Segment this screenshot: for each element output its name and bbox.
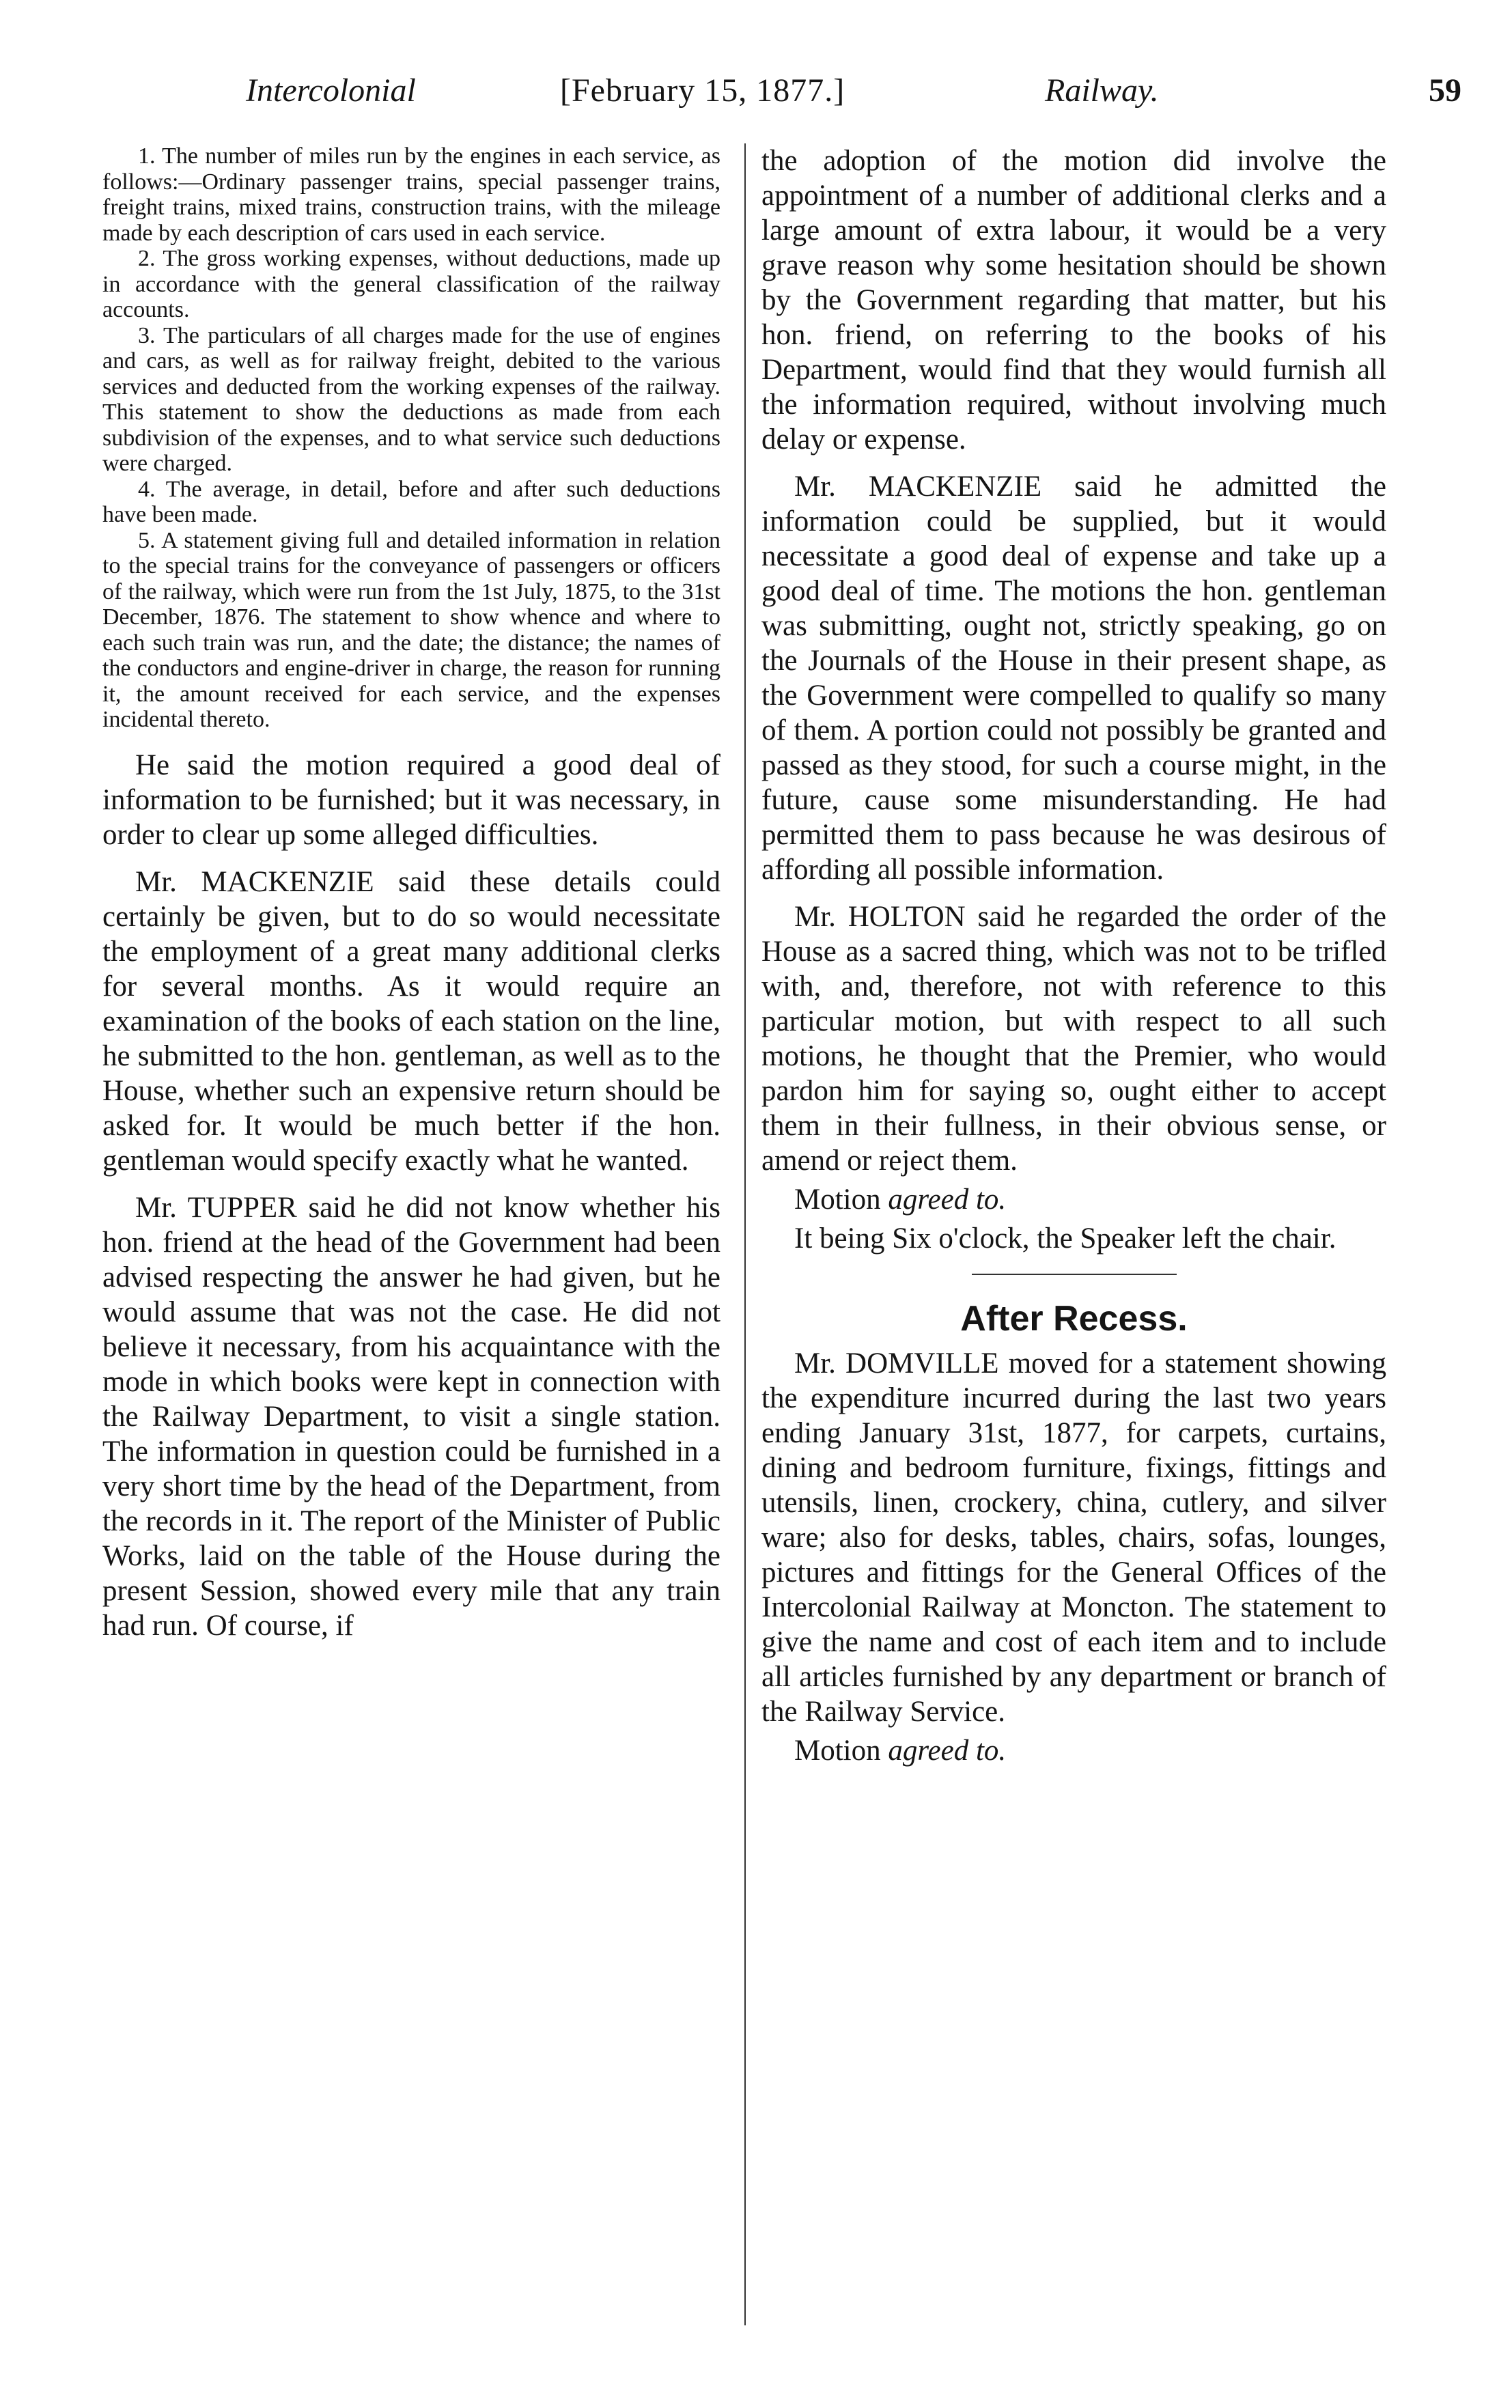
- motion-label: Motion: [794, 1735, 888, 1767]
- motion-item: 2. The gross working expenses, without deductions, made up in accordance with the general classification of the railway accounts.: [102, 246, 720, 322]
- paragraph: Mr. TUPPER said he did not know whether his hon. friend at the head of the Government had been advised respecting the answer he had given, but he would assume that was not the case. He did not believe it necessary, from his acquaintance with the mode in which books were kept in connection with the Railway Department, to visit a single station. The information in question could be furnished in a very short time by the head of the Department, from the records in it. The report of the Minister of Public Works, laid on the table of the House during the present Session, showed every mile that any train had run. Of course, if: [102, 1191, 720, 1642]
- header-date: [February 15, 1877.]: [560, 72, 845, 109]
- left-column: [102, 143, 720, 1655]
- section-heading: After Recess.: [960, 1299, 1188, 1339]
- section-divider: [972, 1274, 1177, 1275]
- paragraph: Mr. DOMVILLE moved for a statement showing the expenditure incurred during the last two years ending January 31st, 1877, for carpets, curtains, dining and bedroom furniture, fixings, fittings and utensils, linen, crockery, china, cutlery, and silver ware; also for desks, tables, chairs, sofas, lounges, pictures and fittings for the General Offices of the Intercolonial Railway at Moncton. The statement to give the name and cost of each item and to include all articles furnished by any department or branch of the Railway Service.: [761, 1347, 1386, 1728]
- motion-item: 4. The average, in detail, before and after such deductions have been made.: [102, 476, 720, 527]
- paragraph: Mr. MACKENZIE said these details could certainly be given, but to do so would necessitate the employment of a great many additional clerks for several months. As it would require an examination of the books of each station on the line, he submitted to the hon. gentleman, as well as to the House, whether such an expensive return should be asked for. It would be much better if the hon. gentleman would specify exactly what he wanted.: [102, 865, 720, 1177]
- left-body: [102, 748, 720, 1643]
- right-body-after-recess: [761, 1346, 1386, 1768]
- motion-item: 5. A statement giving full and detailed information in relation to the special trains for the conveyance of passengers or officers of the railway, which were run from the 1st July, 1875, to the 31st December, 1876. The statement to show whence and where to each such train was run, and the date; the distance; the names of the conductors and engine-driver in charge, the reason for running it, the amount received for each service, and the expenses incidental thereto.: [102, 527, 720, 732]
- paragraph: Mr. HOLTON said he regarded the order of the House as a sacred thing, which was not to be trifled with, and, therefore, not with reference to this particular motion, but with respect to all such motions, he thought that the Premier, who would pardon him for saying so, ought either to accept them in their fullness, in their obvious sense, or amend or reject them.: [761, 901, 1386, 1177]
- paragraph: Mr. MACKENZIE said he admitted the information could be supplied, but it would necessitate a good deal of expense and take up a good deal of time. The motions the hon. gentleman was submitting, ought not, strictly speaking, go on the Journals of the House in their present shape, as the Government were compelled to qualify so many of them. A portion could not possibly be granted and passed as they stood, for such a course might, in the future, cause some misunderstanding. He had permitted them to pass because he was desirous of affording all possible information.: [761, 471, 1386, 886]
- column-divider: [744, 143, 746, 2325]
- motion-result: [761, 1733, 1386, 1768]
- running-header: [102, 72, 1461, 126]
- header-left-title: Intercolonial: [246, 72, 416, 109]
- motion-item: 3. The particulars of all charges made for the use of engines and cars, as well as for railway freight, debited to the various services and deducted from the working expenses of the railway. This statement to show the deductions as made from each subdivision of the expenses, and to what service such deductions were charged.: [102, 322, 720, 476]
- motion-item: 1. The number of miles run by the engines in each service, as follows:—Ordinary passenger trains, special passenger trains, freight trains, mixed trains, construction trains, with the mileage made by each description of cars used in each service.: [102, 143, 720, 246]
- motion-outcome: agreed to.: [888, 1735, 1007, 1767]
- header-right-title: Railway.: [1045, 72, 1159, 109]
- motion-outcome: agreed to.: [888, 1184, 1007, 1216]
- paragraph: He said the motion required a good deal of information to be furnished; but it was necessary, in order to clear up some alleged difficulties.: [102, 748, 720, 851]
- paragraph-continued: the adoption of the motion did involve the appointment of a number of additional clerks and a large amount of extra labour, it would be a very grave reason why some hesitation should be shown by the Government regarding that matter, but his hon. friend, on referring to the books of his Department, would find that they would furnish all the information required, without involving much delay or expense.: [761, 145, 1386, 456]
- right-column: [761, 143, 1386, 1780]
- paragraph: It being Six o'clock, the Speaker left the chair.: [794, 1222, 1336, 1255]
- motion-label: Motion: [794, 1184, 888, 1216]
- motion-result: [761, 1182, 1386, 1217]
- motion-items-list: [102, 143, 720, 733]
- right-body: [761, 143, 1386, 1256]
- page-number: 59: [1429, 72, 1461, 109]
